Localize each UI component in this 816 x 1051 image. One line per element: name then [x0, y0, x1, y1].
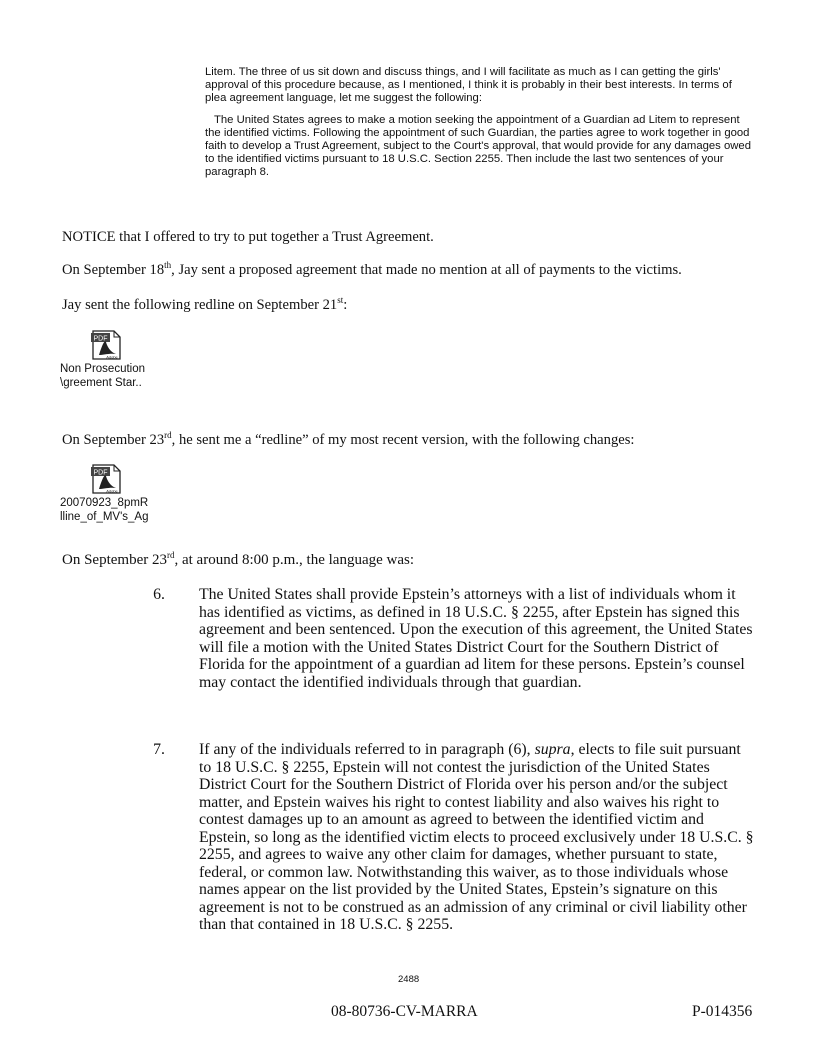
email-quote-paragraph-2: The United States agrees to make a motion seeking the appointment of a Guardian ad Litem to represent the identified victims. Following the appointment of such Guardian, the parties agree to work together in good faith to develop a Trust Agreement, subject to the Court's approval, that would provide for any damages owed to the identified victims pursuant to 18 U.S.C. Section 2255. Then include the last two sentences of your paragraph 8.	[205, 114, 751, 178]
svg-text:PDF: PDF	[93, 469, 108, 477]
pdf-attachment-redline[interactable]	[60, 464, 180, 524]
paragraph-7-number: 7.	[153, 741, 165, 758]
bates-number: P-014356	[692, 1003, 753, 1020]
notice-line: NOTICE that I offered to try to put together a Trust Agreement.	[62, 229, 434, 245]
sept21-line: Jay sent the following redline on September 21st:	[62, 295, 348, 313]
pdf-file-icon	[90, 464, 122, 494]
sept23-redline-line: On September 23rd, he sent me a “redline” of my most recent version, with the following changes:	[62, 430, 635, 448]
paragraph-6-number: 6.	[153, 586, 165, 603]
svg-text:Adobe: Adobe	[106, 354, 118, 360]
email-quote	[205, 66, 753, 179]
sept18-line: On September 18th, Jay sent a proposed agreement that made no mention at all of payments to the victims.	[62, 260, 682, 278]
sept23-language-line: On September 23rd, at around 8:00 p.m., the language was:	[62, 550, 415, 568]
email-quote-paragraph-1: Litem. The three of us sit down and discuss things, and I will facilitate as much as I can getting the girls' approval of this procedure because, as I mentioned, I think it is probably in their best interests. In terms of plea agreement language, let me suggest the following:	[205, 66, 732, 104]
svg-text:Adobe: Adobe	[106, 488, 118, 494]
attachment-filename: Non Prosecution \greement Star..	[60, 363, 146, 389]
case-number: 08-80736-CV-MARRA	[331, 1003, 478, 1020]
pdf-file-icon	[90, 330, 122, 360]
pdf-attachment-non-prosecution[interactable]	[60, 330, 180, 390]
paragraph-6-text: The United States shall provide Epstein’s attorneys with a list of individuals whom it has identified as victims, as defined in 18 U.S.C. § 2255, after Epstein has signed this agreement and been sentenced. Upon the execution of this agreement, the United States will file a motion with the United States District Court for the Southern District of Florida for the appointment of a guardian ad litem for these persons. Epstein’s counsel may contact the identified individuals through that guardian.	[199, 586, 753, 691]
attachment-filename: 20070923_8pmR lline_of_MV's_Ag	[60, 497, 149, 523]
page-number: 2488	[398, 974, 420, 985]
svg-text:PDF: PDF	[93, 335, 108, 343]
paragraph-7-text: If any of the individuals referred to in paragraph (6), supra, elects to file suit pursuant to 18 U.S.C. § 2255, Epstein will not contest the jurisdiction of the United States District Court for the Southern District of Florida over his person and/or the subject matter, and Epstein waives his right to contest liability and also waives his right to contest damages up to an amount as agreed to between the identified victim and Epstein, so long as the identified victim elects to proceed exclusively under 18 U.S.C. § 2255, and agrees to waive any other claim for damages, whether pursuant to state, federal, or common law. Notwithstanding this waiver, as to those individuals whose names appear on the list provided by the United States, Epstein’s signature on this agreement is not to be construed as an admission of any criminal or civil liability other than that contained in 18 U.S.C. § 2255.	[199, 741, 754, 933]
